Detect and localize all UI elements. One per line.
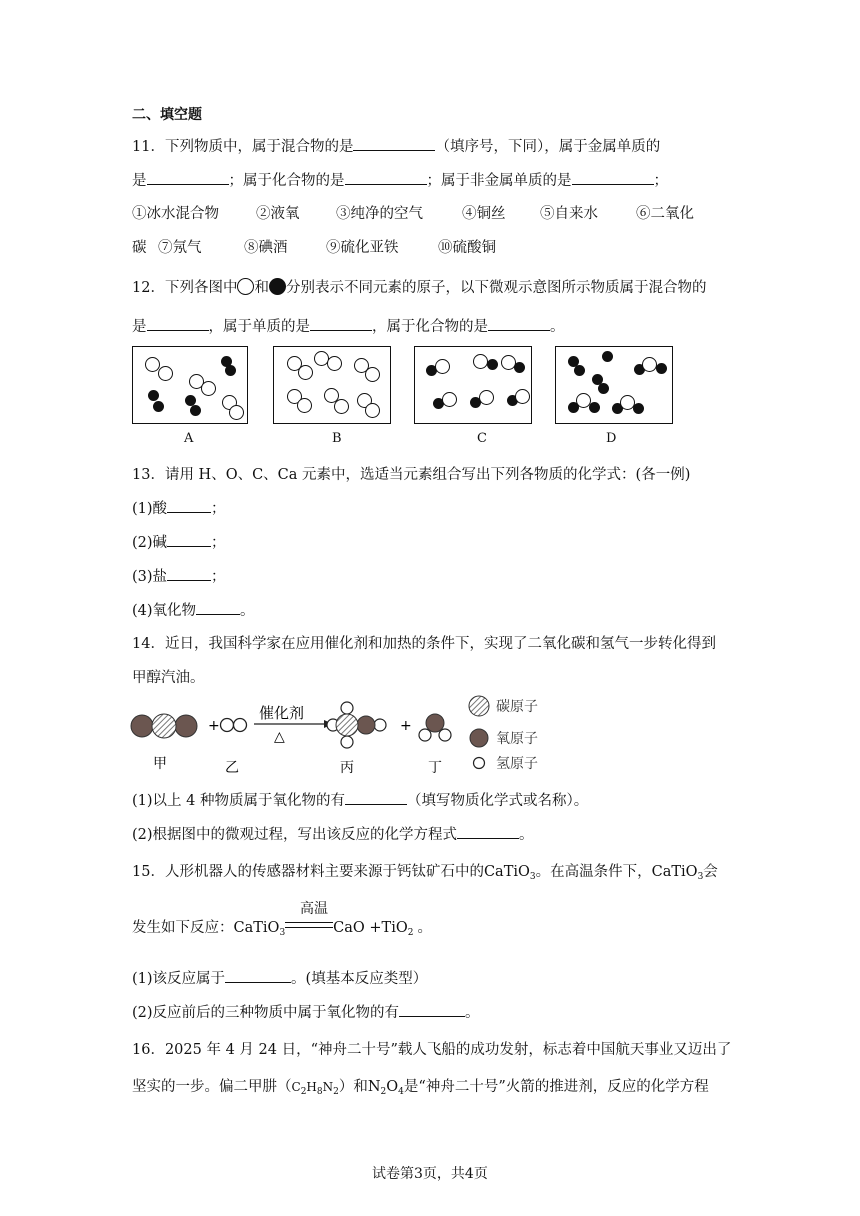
- q11-line1: 11．下列物质中，属于混合物的是 （填序号，下同），属于金属单质的: [132, 135, 660, 156]
- plus-sign-2: +: [400, 718, 412, 734]
- q14-part2: (2)根据图中的微观过程，写出该反应的化学方程式 。: [132, 823, 534, 844]
- black-atom: [602, 351, 613, 362]
- section-title: 二、填空题: [132, 107, 202, 123]
- answer-blank[interactable]: [399, 1002, 465, 1017]
- answer-blank[interactable]: [167, 566, 211, 581]
- diagram-c: [414, 346, 532, 424]
- answer-blank[interactable]: [572, 170, 654, 185]
- answer-blank[interactable]: [310, 316, 372, 331]
- answer-blank[interactable]: [167, 498, 211, 513]
- q15-part1: (1)该反应属于 。(填基本反应类型）: [132, 967, 427, 988]
- label-jia: 甲: [153, 756, 167, 772]
- q13-part1: (1)酸 ；: [132, 497, 226, 518]
- q12-line1: 12．下列各图中 和 分别表示不同元素的原子，以下微观示意图所示物质属于混合物的: [132, 280, 707, 296]
- black-atom: [487, 359, 498, 370]
- white-atom: [327, 356, 342, 371]
- white-atom: [298, 365, 313, 380]
- label-ding: 丁: [428, 760, 442, 776]
- q14-line2: 甲醇汽油。: [132, 670, 205, 686]
- q15-part2: (2)反应前后的三种物质中属于氧化物的有 。: [132, 1001, 480, 1022]
- label-yi: 乙: [225, 760, 239, 776]
- diagram-d: [555, 346, 673, 424]
- co2-molecule: [131, 714, 197, 738]
- q14-part1: (1)以上 4 种物质属于氧化物的有 （填写物质化学式或名称）。: [132, 789, 588, 810]
- black-atom: [589, 402, 600, 413]
- answer-blank[interactable]: [196, 600, 240, 615]
- q11-line2: 是 ；属于化合物的是 ；属于非金属单质的是 ；: [132, 169, 668, 190]
- diagram-label-c: C: [477, 431, 487, 446]
- oxygen-legend-icon: [470, 729, 488, 747]
- white-atom-icon: [237, 278, 254, 295]
- hydrogen-legend-icon: [474, 758, 485, 769]
- black-atom: [598, 383, 609, 394]
- black-atom: [574, 365, 585, 376]
- answer-blank[interactable]: [345, 170, 427, 185]
- legend: [469, 696, 538, 772]
- reaction-diagram: [128, 692, 568, 782]
- black-atom: [190, 405, 201, 416]
- legend-hydrogen: 氢原子: [496, 756, 538, 772]
- white-atom: [365, 403, 380, 418]
- q13-part3: (3)盐 ；: [132, 565, 226, 586]
- white-atom: [229, 405, 244, 420]
- diagram-label-b: B: [332, 431, 342, 446]
- condition-label: 高温: [300, 901, 328, 917]
- legend-oxygen: 氧原子: [496, 731, 538, 747]
- white-atom: [442, 392, 457, 407]
- q16-line2: 坚实的一步。偏二甲肼$(C_2H_8N_2)$和$N_2O_4$是“神舟二十号”火箭的推进剂，反应的化学方程: [132, 1079, 709, 1097]
- equation-equals: [285, 922, 333, 928]
- answer-blank[interactable]: [353, 136, 435, 151]
- page-footer: 试卷第3页，共4页: [372, 1166, 488, 1182]
- diagram-b: [273, 346, 391, 424]
- q15-equation: 发生如下反应：CaTiO$_3$ CaO +TiO$_2$ 。: [132, 920, 432, 938]
- answer-blank[interactable]: [167, 532, 211, 547]
- black-atom: [225, 365, 236, 376]
- h2-molecule: [221, 719, 247, 732]
- black-atom-icon: [269, 278, 286, 295]
- carbon-legend-icon: [469, 696, 489, 716]
- white-atom: [473, 354, 488, 369]
- methanol-molecule: [327, 702, 386, 748]
- white-atom: [515, 389, 530, 404]
- white-atom: [158, 366, 173, 381]
- white-atom: [479, 390, 494, 405]
- black-atom: [633, 403, 644, 414]
- black-atom: [514, 362, 525, 373]
- white-atom: [365, 367, 380, 382]
- answer-blank[interactable]: [488, 316, 550, 331]
- q15-line1: 15．人形机器人的传感器材料主要来源于钙钛矿石中的CaTiO$_3$。在高温条件下，CaTiO$_3$会: [132, 864, 718, 882]
- diagram-a: [132, 346, 248, 424]
- q16-line1: 16．2025 年 4 月 24 日，“神舟二十号”载人飞船的成功发射，标志着中国航天事业又迈出了: [132, 1042, 732, 1058]
- diagram-label-a: A: [184, 431, 194, 446]
- q13-part4: (4)氧化物 。: [132, 599, 255, 620]
- heat-symbol: △: [274, 729, 285, 745]
- black-atom: [148, 390, 159, 401]
- legend-carbon: 碳原子: [496, 699, 538, 715]
- answer-blank[interactable]: [345, 790, 407, 805]
- diagram-label-d: D: [606, 431, 617, 446]
- answer-blank[interactable]: [457, 824, 519, 839]
- white-atom: [642, 357, 657, 372]
- label-bing: 丙: [340, 760, 354, 776]
- plus-sign-1: +: [208, 718, 220, 734]
- q13-part2: (2)碱 ；: [132, 531, 226, 552]
- answer-blank[interactable]: [147, 170, 229, 185]
- white-atom: [435, 359, 450, 374]
- q14-line1: 14．近日，我国科学家在应用催化剂和加热的条件下，实现了二氧化碳和氢气一步转化得到: [132, 636, 716, 652]
- black-atom: [153, 401, 164, 412]
- q12-line2: 是 ，属于单质的是 ，属于化合物的是 。: [132, 315, 565, 336]
- q13-stem: 13．请用 H、O、C、Ca 元素中，选适当元素组合写出下列各物质的化学式：(各一例): [132, 467, 691, 483]
- black-atom: [656, 363, 667, 374]
- catalyst-label: 催化剂: [259, 704, 305, 722]
- white-atom: [201, 381, 216, 396]
- white-atom: [334, 399, 349, 414]
- h2o-molecule: [419, 714, 451, 741]
- answer-blank[interactable]: [147, 316, 209, 331]
- answer-blank[interactable]: [225, 968, 291, 983]
- white-atom: [297, 398, 312, 413]
